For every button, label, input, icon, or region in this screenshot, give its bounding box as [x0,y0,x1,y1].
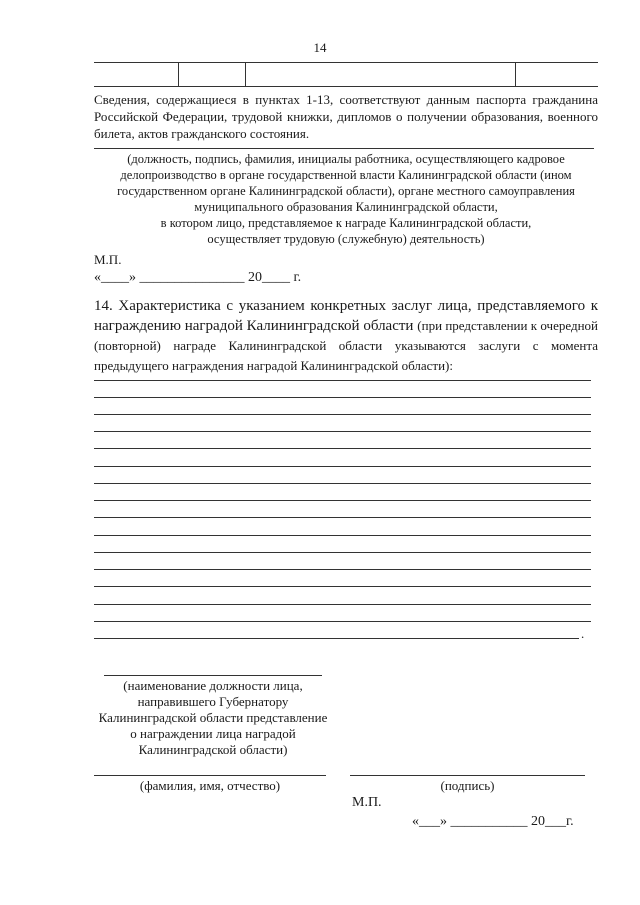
section-14-note: (при представлении к очередной (повторной) награде Калининградской области указываются заслуги с момента предыдущего награждения наградой Калининградской области): [94,318,598,373]
sender-caption-line: (наименование должности лица, [123,678,303,693]
writing-line[interactable] [94,500,591,501]
end-period: . [581,626,585,641]
sender-caption-line: о награждении лица наградой [130,726,296,741]
writing-line[interactable] [94,604,591,605]
table-col-divider [178,62,179,86]
writing-line[interactable] [94,535,591,536]
section-14-heading: 14. Характеристика с указанием конкретных заслуг лица, представляемого к награждению наградой Калининградской области [94,298,598,334]
stamp-label: М.П. [94,252,122,267]
sender-caption-line: Калининградской области представление [98,710,328,725]
writing-line[interactable] [94,638,579,639]
confirmation-text: Сведения, содержащиеся в пунктах 1-13, соответствуют данным паспорта гражданина Российской Федерации, трудовой книжки, дипломов о получении образования, военного билета, актов гражданского состояния. [94,92,598,141]
officer-signature-line [94,148,594,149]
table-bottom-border [94,86,598,87]
stamp-label-2: М.П. [352,795,382,810]
officer-caption-line: муниципального образования Калининградской области, [194,200,498,214]
writing-line[interactable] [94,621,591,622]
fio-caption: (фамилия, имя, отчество) [139,778,281,793]
date-line: «____» _______________ 20____ г. [94,270,302,285]
officer-caption-line: государственном органе Калининградской области), органе местного самоуправления [117,184,575,198]
writing-line[interactable] [94,397,591,398]
page-number: 14 [313,40,327,55]
writing-line[interactable] [94,517,591,518]
sender-position-line[interactable] [104,675,322,676]
writing-line[interactable] [94,586,591,587]
writing-line[interactable] [94,380,591,381]
writing-line[interactable] [94,448,591,449]
table-col-divider [245,62,246,86]
officer-caption-line: (должность, подпись, фамилия, инициалы работника, осуществляющего кадровое [127,152,565,166]
writing-line[interactable] [94,483,591,484]
date-line-2: «___» ___________ 20___г. [412,814,574,829]
sender-caption-line: Калининградской области) [138,742,288,757]
officer-caption-line: делопроизводство в органе государственной власти Калининградской области (ином [120,168,572,182]
officer-caption-line: в котором лицо, представляемое к награде Калининградской области, [160,216,532,230]
signature-line[interactable] [350,775,585,776]
writing-line[interactable] [94,431,591,432]
table-col-divider [515,62,516,86]
signature-caption: (подпись) [440,778,495,793]
writing-line[interactable] [94,552,591,553]
fio-line[interactable] [94,775,326,776]
sender-caption-line: направившего Губернатору [137,694,289,709]
writing-line[interactable] [94,414,591,415]
officer-caption-line: осуществляет трудовую (служебную) деятельность) [207,232,485,246]
writing-line[interactable] [94,569,591,570]
section-14 [94,297,598,376]
writing-line[interactable] [94,466,591,467]
sender-caption [84,678,342,758]
officer-caption [94,151,598,247]
table-top-border [94,62,598,63]
